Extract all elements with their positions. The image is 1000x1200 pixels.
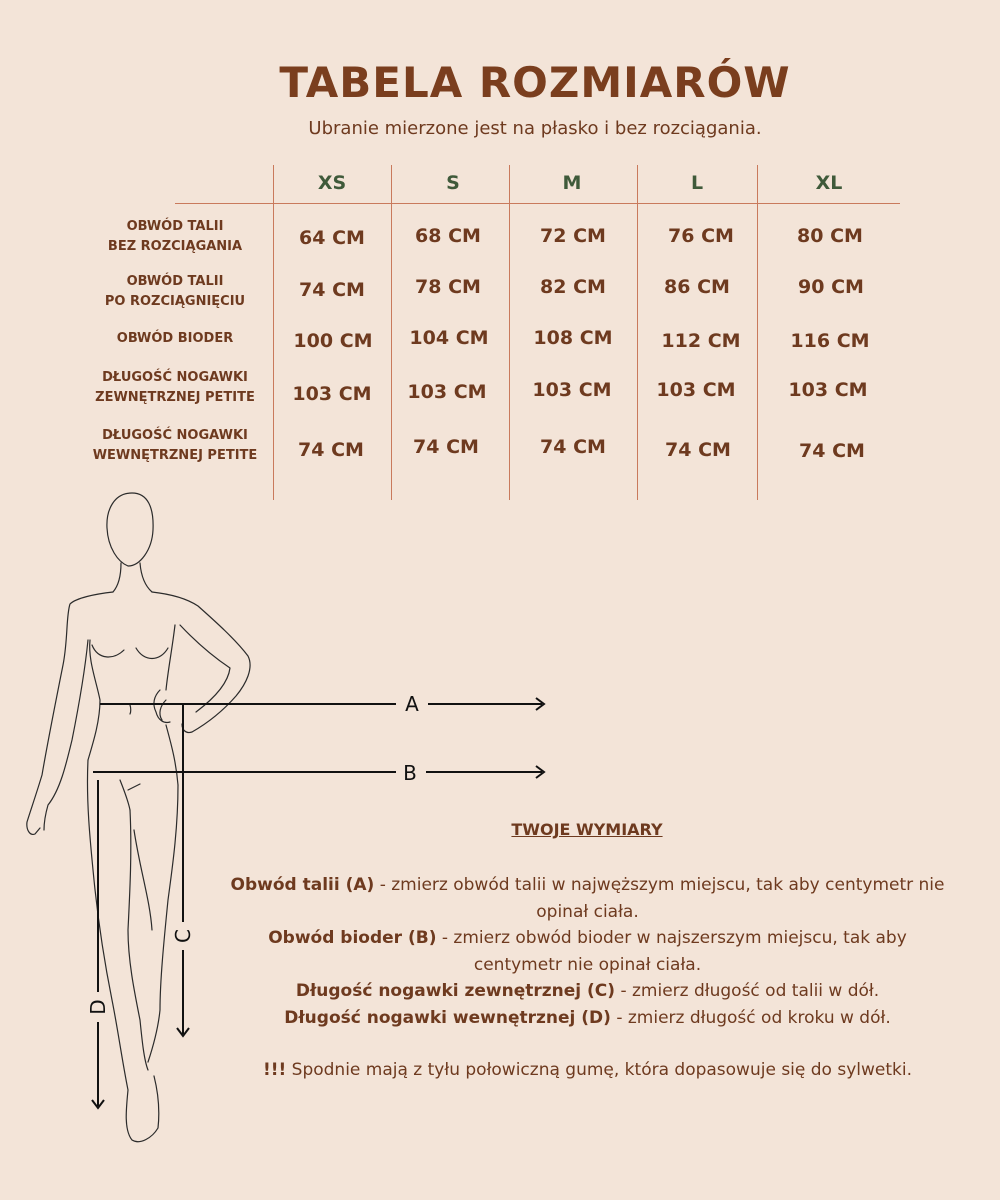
page-subtitle: Ubranie mierzone jest na płasko i bez rozciągania.	[308, 118, 762, 139]
label-a: A	[405, 692, 419, 716]
note-mark: !!!	[262, 1060, 287, 1080]
row-label-line: OBWÓD TALII	[126, 219, 224, 234]
row-label-line: WEWNĘTRZNEJ PETITE	[92, 448, 258, 463]
table-cell: 104 CM	[409, 327, 489, 349]
table-cell: 103 CM	[532, 379, 612, 401]
table-cell: 112 CM	[661, 330, 741, 352]
table-cell: 103 CM	[788, 379, 868, 401]
hips-instruction	[230, 925, 945, 978]
measurements-heading: TWOJE WYMIARY	[511, 820, 663, 839]
table-cell: 82 CM	[540, 276, 606, 298]
table-column-divider	[509, 165, 510, 500]
measurement-line-b	[93, 766, 544, 778]
waist-instruction	[230, 872, 945, 925]
table-cell: 68 CM	[415, 225, 481, 247]
table-cell: 103 CM	[292, 383, 372, 405]
row-label-line: OBWÓD TALII	[126, 274, 224, 289]
table-header-rule	[175, 203, 900, 204]
inner-leg-term: Długość nogawki wewnętrznej (D)	[284, 1007, 611, 1028]
measurement-line-a	[100, 698, 544, 710]
row-label-line: PO ROZCIĄGNIĘCIU	[104, 294, 246, 309]
row-label-waist-stretched	[70, 272, 280, 312]
inner-leg-text: - zmierz długość od kroku w dół.	[610, 1007, 891, 1028]
table-cell: 74 CM	[298, 439, 364, 461]
hips-term: Obwód bioder (B)	[268, 928, 437, 948]
table-cell: 74 CM	[540, 436, 606, 458]
waist-text: - zmierz obwód talii w najwęższym miejscu, tak aby centymetr nie opinał ciała.	[374, 875, 945, 922]
table-cell: 74 CM	[299, 279, 365, 301]
row-label-line: OBWÓD BIODER	[116, 331, 234, 346]
size-header-m: M	[562, 172, 582, 194]
row-label-line: DŁUGOŚĆ NOGAWKI	[102, 370, 248, 385]
table-cell: 76 CM	[668, 225, 734, 247]
outer-leg-instruction	[230, 978, 945, 1005]
row-label-waist-relaxed	[70, 217, 280, 257]
outer-leg-text: - zmierz długość od talii w dół.	[615, 981, 880, 1001]
table-cell: 74 CM	[665, 439, 731, 461]
row-label-inner-leg	[70, 426, 280, 466]
size-header-s: S	[446, 172, 460, 194]
outer-leg-term: Długość nogawki zewnętrznej (C)	[295, 981, 616, 1001]
size-header-xs: XS	[317, 172, 347, 194]
table-cell: 86 CM	[664, 276, 730, 298]
row-label-outer-leg	[70, 368, 280, 408]
table-cell: 78 CM	[415, 276, 481, 298]
measurement-line-c	[177, 704, 189, 1036]
table-cell: 108 CM	[533, 327, 613, 349]
page-title: TABELA ROZMIARÓW	[279, 58, 791, 107]
label-c: C	[171, 929, 195, 943]
row-label-line: ZEWNĘTRZNEJ PETITE	[95, 390, 255, 405]
table-cell: 103 CM	[656, 379, 736, 401]
row-label-hips	[70, 329, 280, 349]
waist-term: Obwód talii (A)	[230, 875, 375, 895]
table-cell: 103 CM	[407, 381, 487, 403]
body-outline-icon	[27, 493, 250, 1142]
table-cell: 80 CM	[797, 225, 863, 247]
size-header-l: L	[690, 172, 704, 194]
table-cell: 90 CM	[798, 276, 864, 298]
note-text: Spodnie mają z tyłu połowiczną gumę, która dopasowuje się do sylwetki.	[286, 1060, 913, 1080]
elastic-note	[230, 1057, 945, 1084]
table-cell: 116 CM	[790, 330, 870, 352]
row-label-line: DŁUGOŚĆ NOGAWKI	[102, 428, 248, 443]
table-cell: 72 CM	[540, 225, 606, 247]
label-b: B	[403, 761, 417, 785]
size-header-xl: XL	[815, 172, 843, 194]
table-cell: 100 CM	[293, 330, 373, 352]
row-label-line: BEZ ROZCIĄGANIA	[107, 239, 243, 254]
measurements-description	[230, 872, 945, 1084]
table-cell: 74 CM	[799, 440, 865, 462]
inner-leg-instruction	[230, 1005, 945, 1032]
hips-text: - zmierz obwód bioder w najszerszym miejscu, tak aby centymetr nie opinał ciała.	[436, 928, 907, 975]
label-d: D	[86, 999, 110, 1015]
table-cell: 64 CM	[299, 227, 365, 249]
table-cell: 74 CM	[413, 436, 479, 458]
